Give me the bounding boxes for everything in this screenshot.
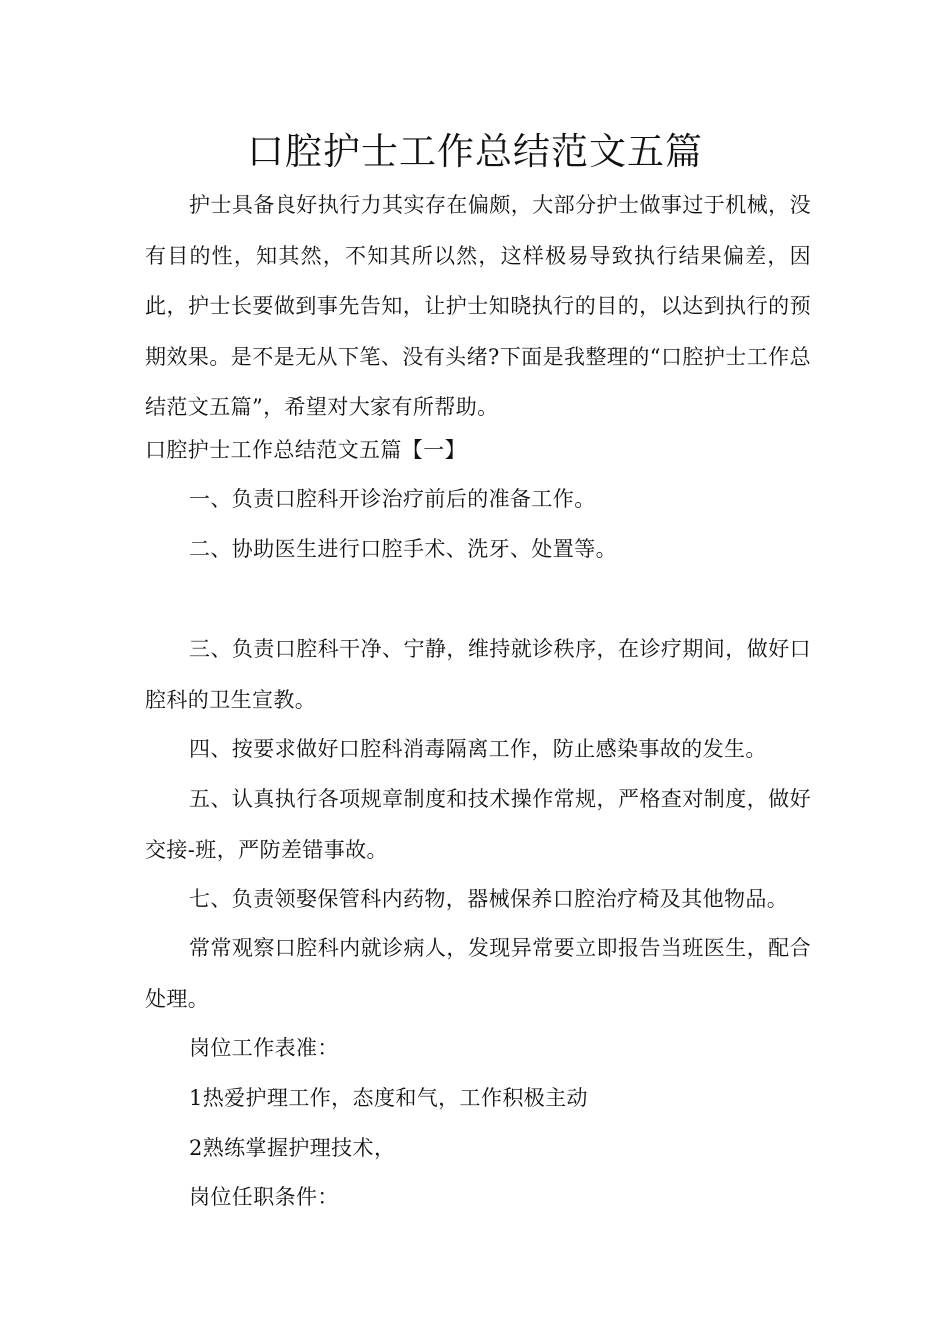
standard-item: 1热爱护理工作，态度和气，工作积极主动 xyxy=(189,1086,588,1110)
list-item: 一、负责口腔科开诊治疗前后的准备工作。 xyxy=(189,487,596,511)
list-item: 二、协助医生进行口腔手术、洗牙、处置等。 xyxy=(189,537,617,561)
standards-heading: 岗位工作表准： xyxy=(189,1036,339,1060)
list-item: 七、负责领娶保管科内药物，器械保养口腔治疗椅及其他物品。 xyxy=(189,887,789,911)
document-title: 口腔护士工作总结范文五篇 xyxy=(247,130,703,173)
list-item: 常常观察口腔科内就诊病人，发现异常要立即报告当班医生，配合处理。 xyxy=(145,936,811,1011)
standard-item: 2熟练掌握护理技术， xyxy=(189,1136,396,1160)
list-item: 四、按要求做好口腔科消毒隔离工作，防止感染事故的发生。 xyxy=(189,737,767,761)
section-heading: 口腔护士工作总结范文五篇【一】 xyxy=(145,438,466,462)
requirements-heading: 岗位任职条件： xyxy=(189,1185,339,1209)
list-item: 五、认真执行各项规章制度和技术操作常规，严格查对制度，做好交接-班，严防差错事故。 xyxy=(145,787,811,862)
intro-paragraph: 护士具备良好执行力其实存在偏颇，大部分护士做事过于机械，没有目的性，知其然，不知其所以然，这样极易导致执行结果偏差，因此，护士长要做到事先告知，让护士知晓执行的目的，以达到执行的预期效果。是不是无从下笔、没有头绪?下面是我整理的“口腔护士工作总结范文五篇”，希望对大家有所帮助。 xyxy=(145,193,811,420)
list-item: 三、负责口腔科干净、宁静，维持就诊秩序，在诊疗期间，做好口腔科的卫生宣教。 xyxy=(145,637,811,712)
